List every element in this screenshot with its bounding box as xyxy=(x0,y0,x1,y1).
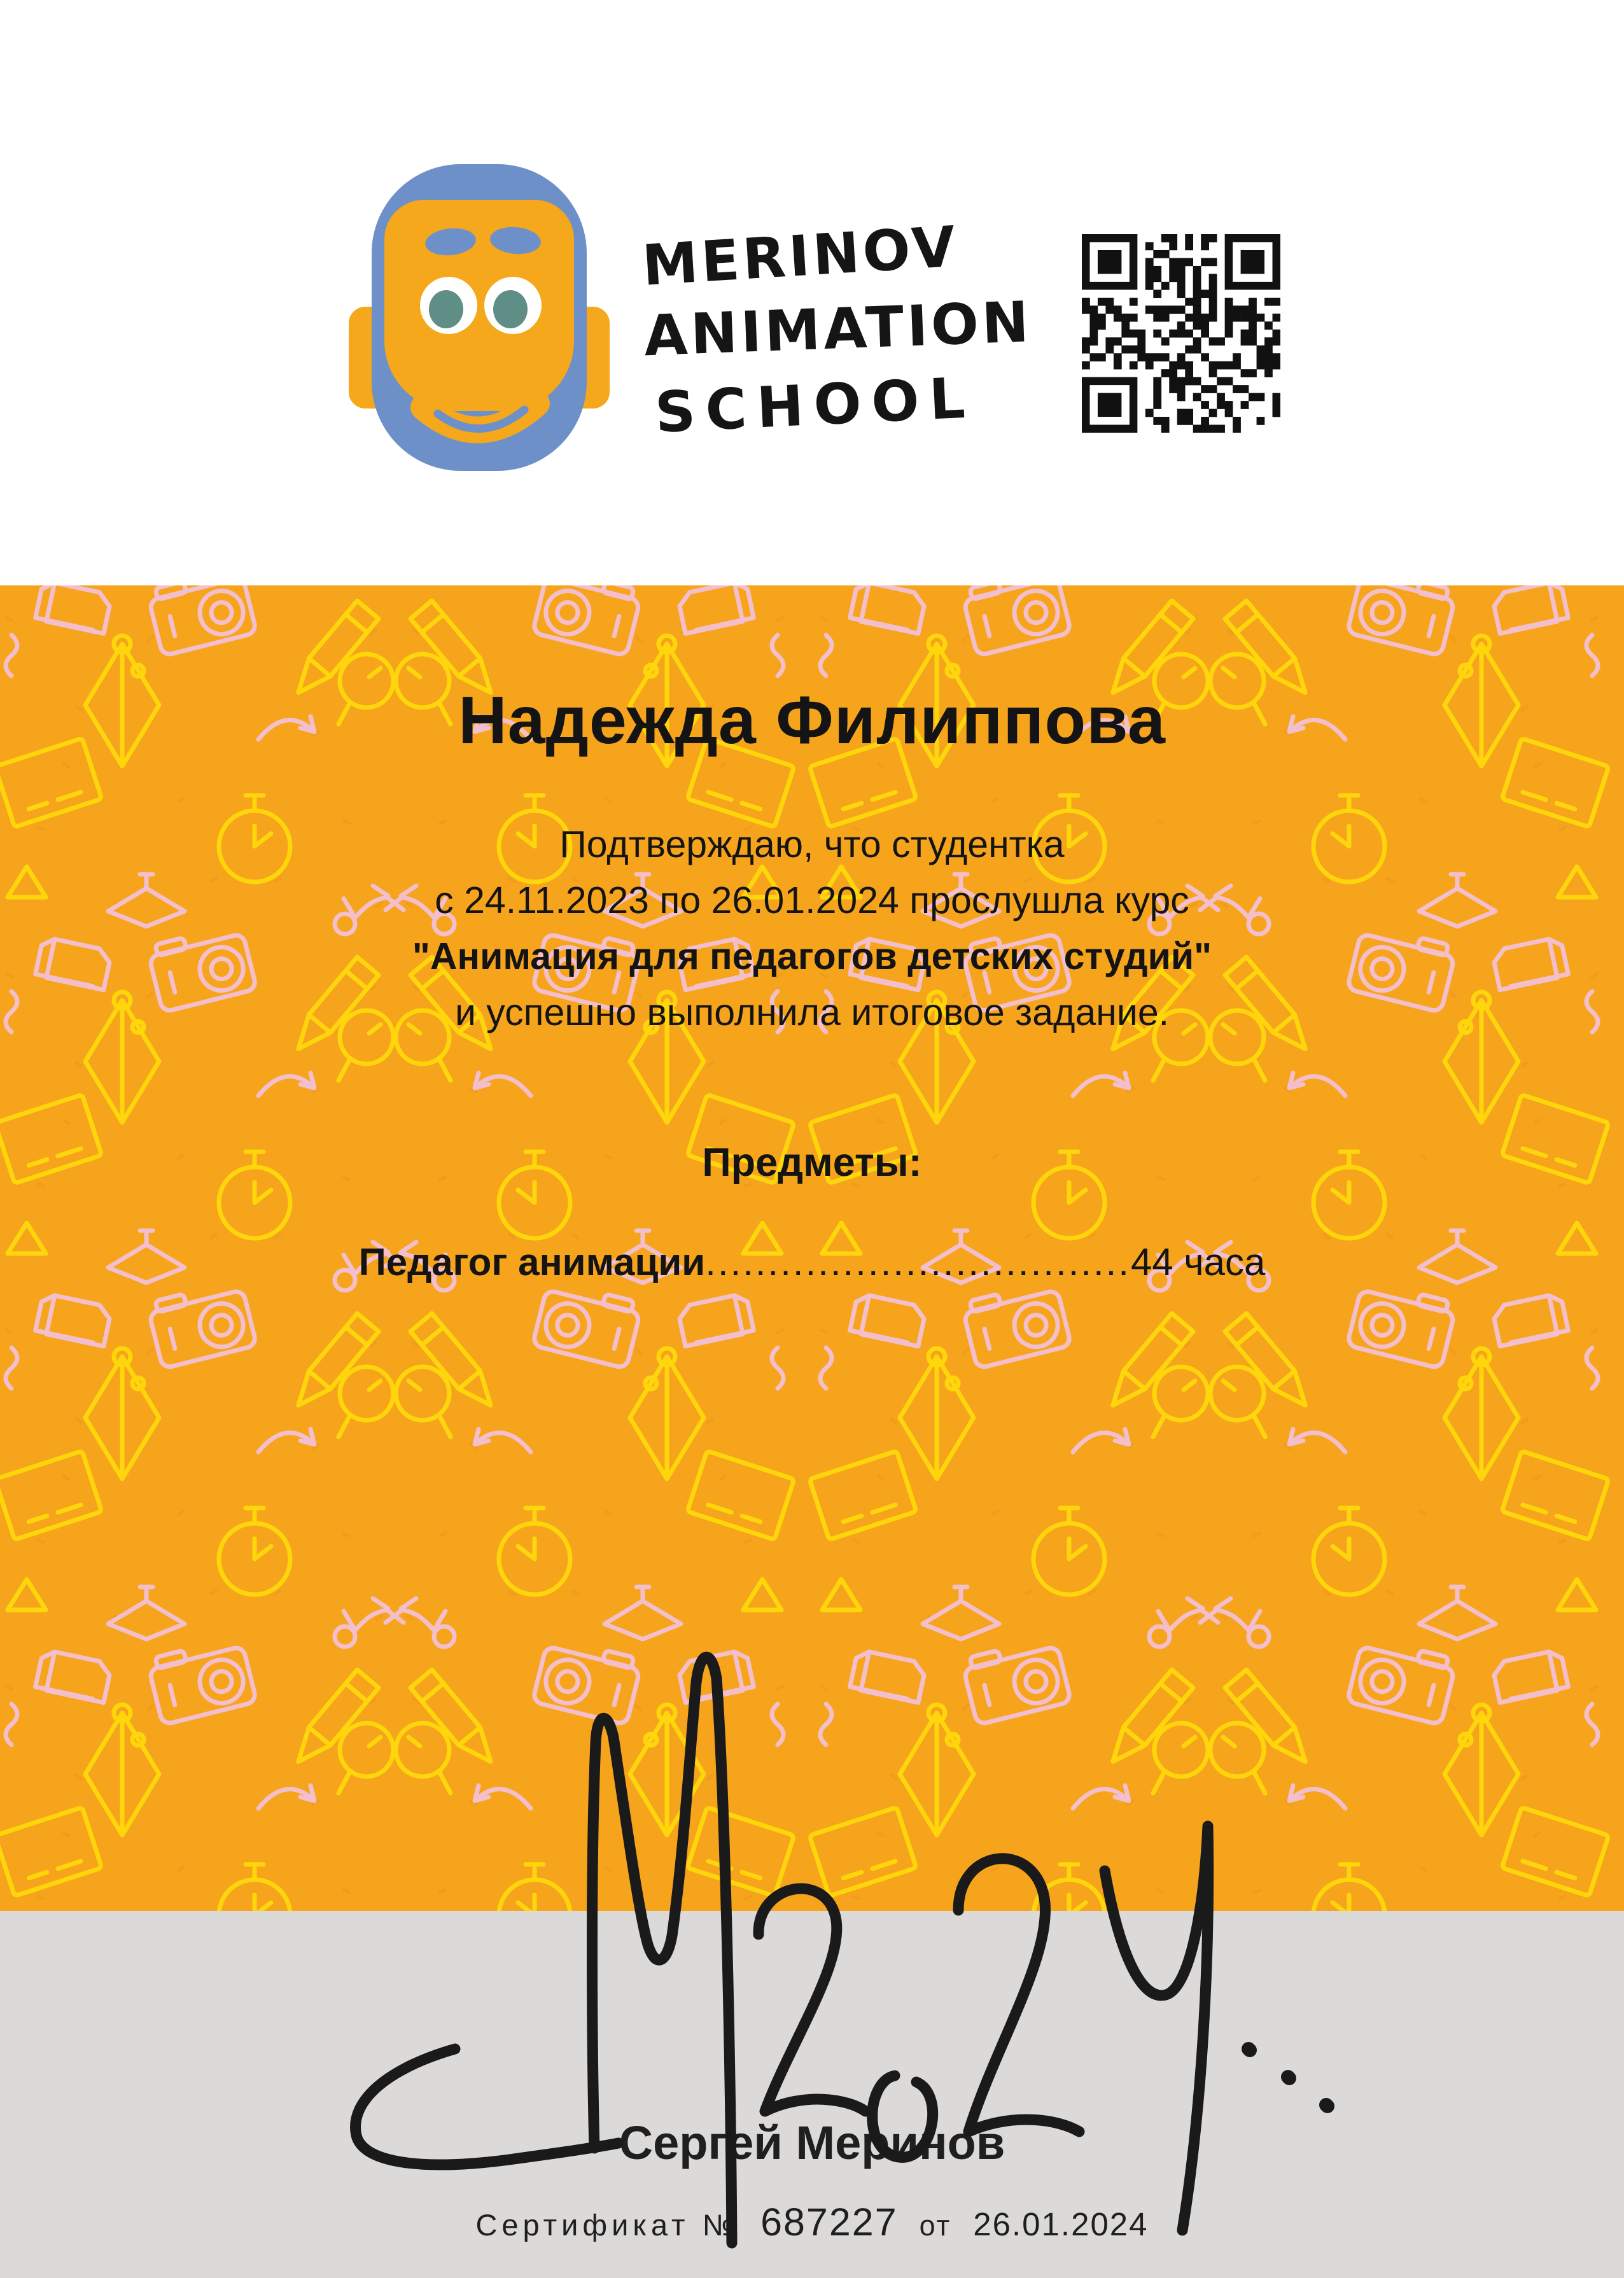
subject-row xyxy=(0,1240,1624,1284)
certificate-body xyxy=(0,585,1624,1911)
statement-line: Подтверждаю, что студентка xyxy=(559,823,1065,865)
qr-code xyxy=(1082,234,1280,433)
school-logo-robot-icon xyxy=(349,160,610,475)
wordmark-line: SCHOOL xyxy=(653,365,977,445)
wordmark-line: ANIMATION xyxy=(643,289,1033,369)
statement-line: с 24.11.2023 по 26.01.2024 прослушла курс xyxy=(435,879,1189,921)
certificate-date: 26.01.2024 xyxy=(973,2206,1149,2242)
signer-name: Сергей Меринов xyxy=(619,2116,1005,2169)
subject-name: Педагог анимации xyxy=(358,1241,706,1283)
certificate-from-label: от xyxy=(919,2209,952,2242)
dotted-leader: .................................. xyxy=(705,1241,1131,1283)
school-wordmark xyxy=(641,211,1041,447)
wordmark-line: MERINOV xyxy=(640,213,961,298)
footer xyxy=(0,1911,1624,2278)
certificate-statement xyxy=(0,816,1624,1040)
certificate-number-row xyxy=(475,2200,1148,2244)
subjects-heading: Предметы: xyxy=(702,1140,922,1185)
statement-line: и успешно выполнила итоговое задание. xyxy=(454,991,1170,1033)
student-name: Надежда Филиппова xyxy=(458,683,1166,758)
course-title: "Анимация для педагогов детских студий" xyxy=(412,935,1212,977)
certificate-label: Сертификат № xyxy=(475,2208,739,2242)
certificate-number: 687227 xyxy=(760,2200,898,2244)
subject-hours: 44 часа xyxy=(1130,1241,1266,1283)
certificate-text xyxy=(0,682,1624,1284)
